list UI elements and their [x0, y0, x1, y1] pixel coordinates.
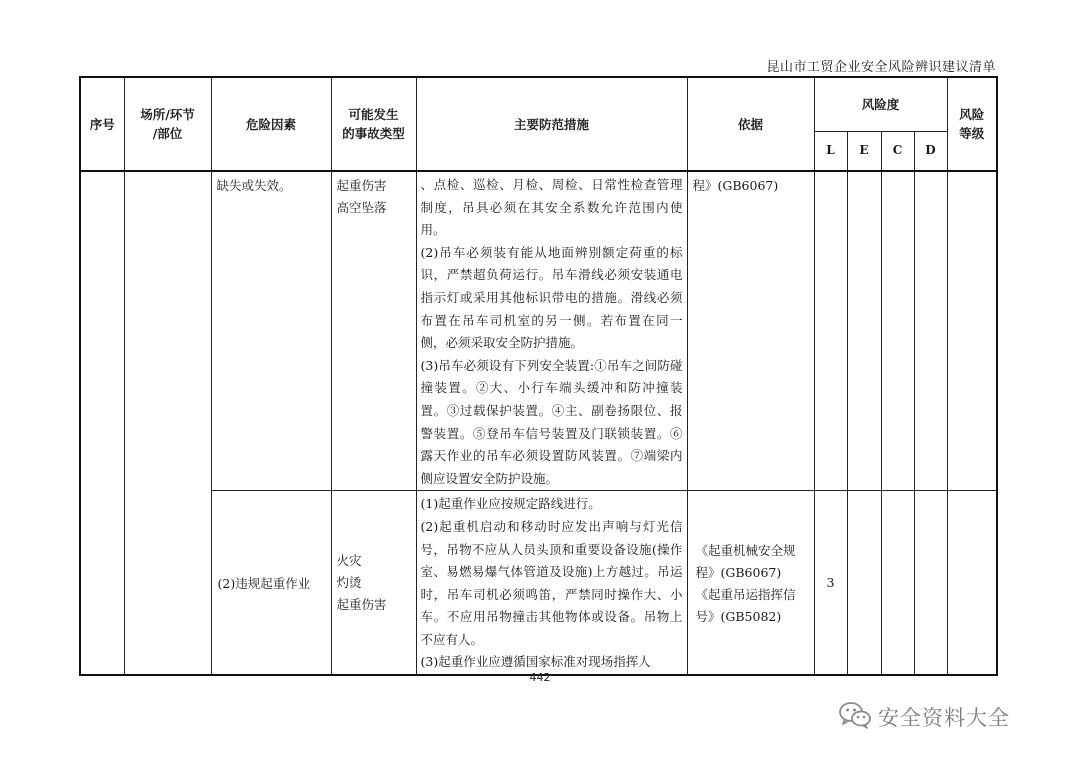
- header-D: D: [914, 131, 947, 171]
- header-location: 场所/环节 /部位: [124, 77, 211, 171]
- header-hazard: 危险因素: [211, 77, 331, 171]
- risk-table: [79, 76, 998, 676]
- measure-item: (3)吊车必须设有下列安全装置:①吊车之间防碰撞装置。②大、小行车端头缓冲和防冲撞装置。③过载保护装置。④主、副卷扬限位、报警装置。⑤登吊车信号装置及门联锁装置。⑥露天作业的吊车必须设置防风装置。⑦端梁内侧应设置安全防护设施。: [420, 357, 683, 486]
- header-L: L: [814, 131, 847, 171]
- page-number: 442: [529, 671, 551, 684]
- cell-C: [881, 171, 914, 491]
- hazard-text: (2)违规起重作业: [217, 576, 311, 592]
- cell-hazard: [211, 491, 331, 675]
- measures-list: [417, 491, 687, 674]
- cell-accident-type: [331, 491, 416, 675]
- cell-L: [814, 171, 847, 491]
- header-E: E: [847, 131, 881, 171]
- cell-risk-level: [947, 171, 997, 491]
- cell-L: 3: [814, 491, 847, 675]
- cell-E: [847, 171, 881, 491]
- cell-location: [124, 171, 211, 675]
- wechat-icon: [838, 701, 878, 734]
- cell-D: [914, 171, 947, 491]
- header-accident-type: 可能发生 的事故类型: [331, 77, 416, 171]
- watermark: [838, 702, 1010, 732]
- header-C: C: [881, 131, 914, 171]
- measure-item: (2)吊车必须装有能从地面辨别额定荷重的标识，严禁超负荷运行。吊车滑线必须安装通电指示灯或采用其他标识带电的措施。滑线必须布置在吊车司机室的另一侧。若布置在同一侧，必须采取安全防护措施。: [420, 244, 683, 351]
- header-measures: 主要防范措施: [416, 77, 687, 171]
- header-basis: 依据: [687, 77, 814, 171]
- cell-hazard: [211, 171, 331, 491]
- cell-basis: [687, 171, 814, 491]
- cell-measures: [416, 491, 687, 675]
- header-seq: 序号: [80, 77, 124, 171]
- cell-seq: [80, 171, 124, 675]
- measure-item: 、点检、巡检、月检、周检、日常性检查管理制度，吊具必须在其安全系数允许范围内使用。: [420, 177, 683, 238]
- cell-E: [847, 491, 881, 675]
- hazard-text: 缺失或失效。: [216, 178, 292, 193]
- cell-risk-level: [947, 491, 997, 675]
- basis-text: 《起重机械安全规程》(GB6067) 《起重吊运指挥信号》(GB5082): [695, 543, 796, 625]
- measure-item: (1)起重作业应按规定路线进行。: [420, 496, 601, 512]
- measures-list: [417, 172, 687, 490]
- table-row: [80, 171, 997, 491]
- measure-item: (2)起重机启动和移动时应发出声响与灯光信号，吊物不应从人员头顶和重要设备设施(操作室、易燃易爆气体管道及设施)上方越过。吊运时，吊车司机必须鸣笛，严禁同时操作大、小车。不应用吊物撞击其他物体或设备。吊物上不应有人。: [420, 518, 683, 647]
- measure-item: (3)起重作业应遵循国家标准对现场指挥人: [420, 654, 651, 670]
- accident-text: 起重伤害 高空坠落: [336, 178, 387, 215]
- document-header: 昆山市工贸企业安全风险辨识建议清单: [766, 60, 996, 75]
- accident-text: 火灾 灼烫 起重伤害: [336, 552, 387, 612]
- cell-basis: [687, 491, 814, 675]
- cell-measures: [416, 171, 687, 491]
- cell-C: [881, 491, 914, 675]
- basis-text: 程》(GB6067): [692, 178, 779, 193]
- cell-accident-type: [331, 171, 416, 491]
- watermark-text: 安全资料大全: [878, 706, 1010, 730]
- table-row: [80, 491, 997, 675]
- header-risk-degree: 风险度: [814, 77, 947, 131]
- cell-D: [914, 491, 947, 675]
- header-risk-level: 风险 等级: [947, 77, 997, 171]
